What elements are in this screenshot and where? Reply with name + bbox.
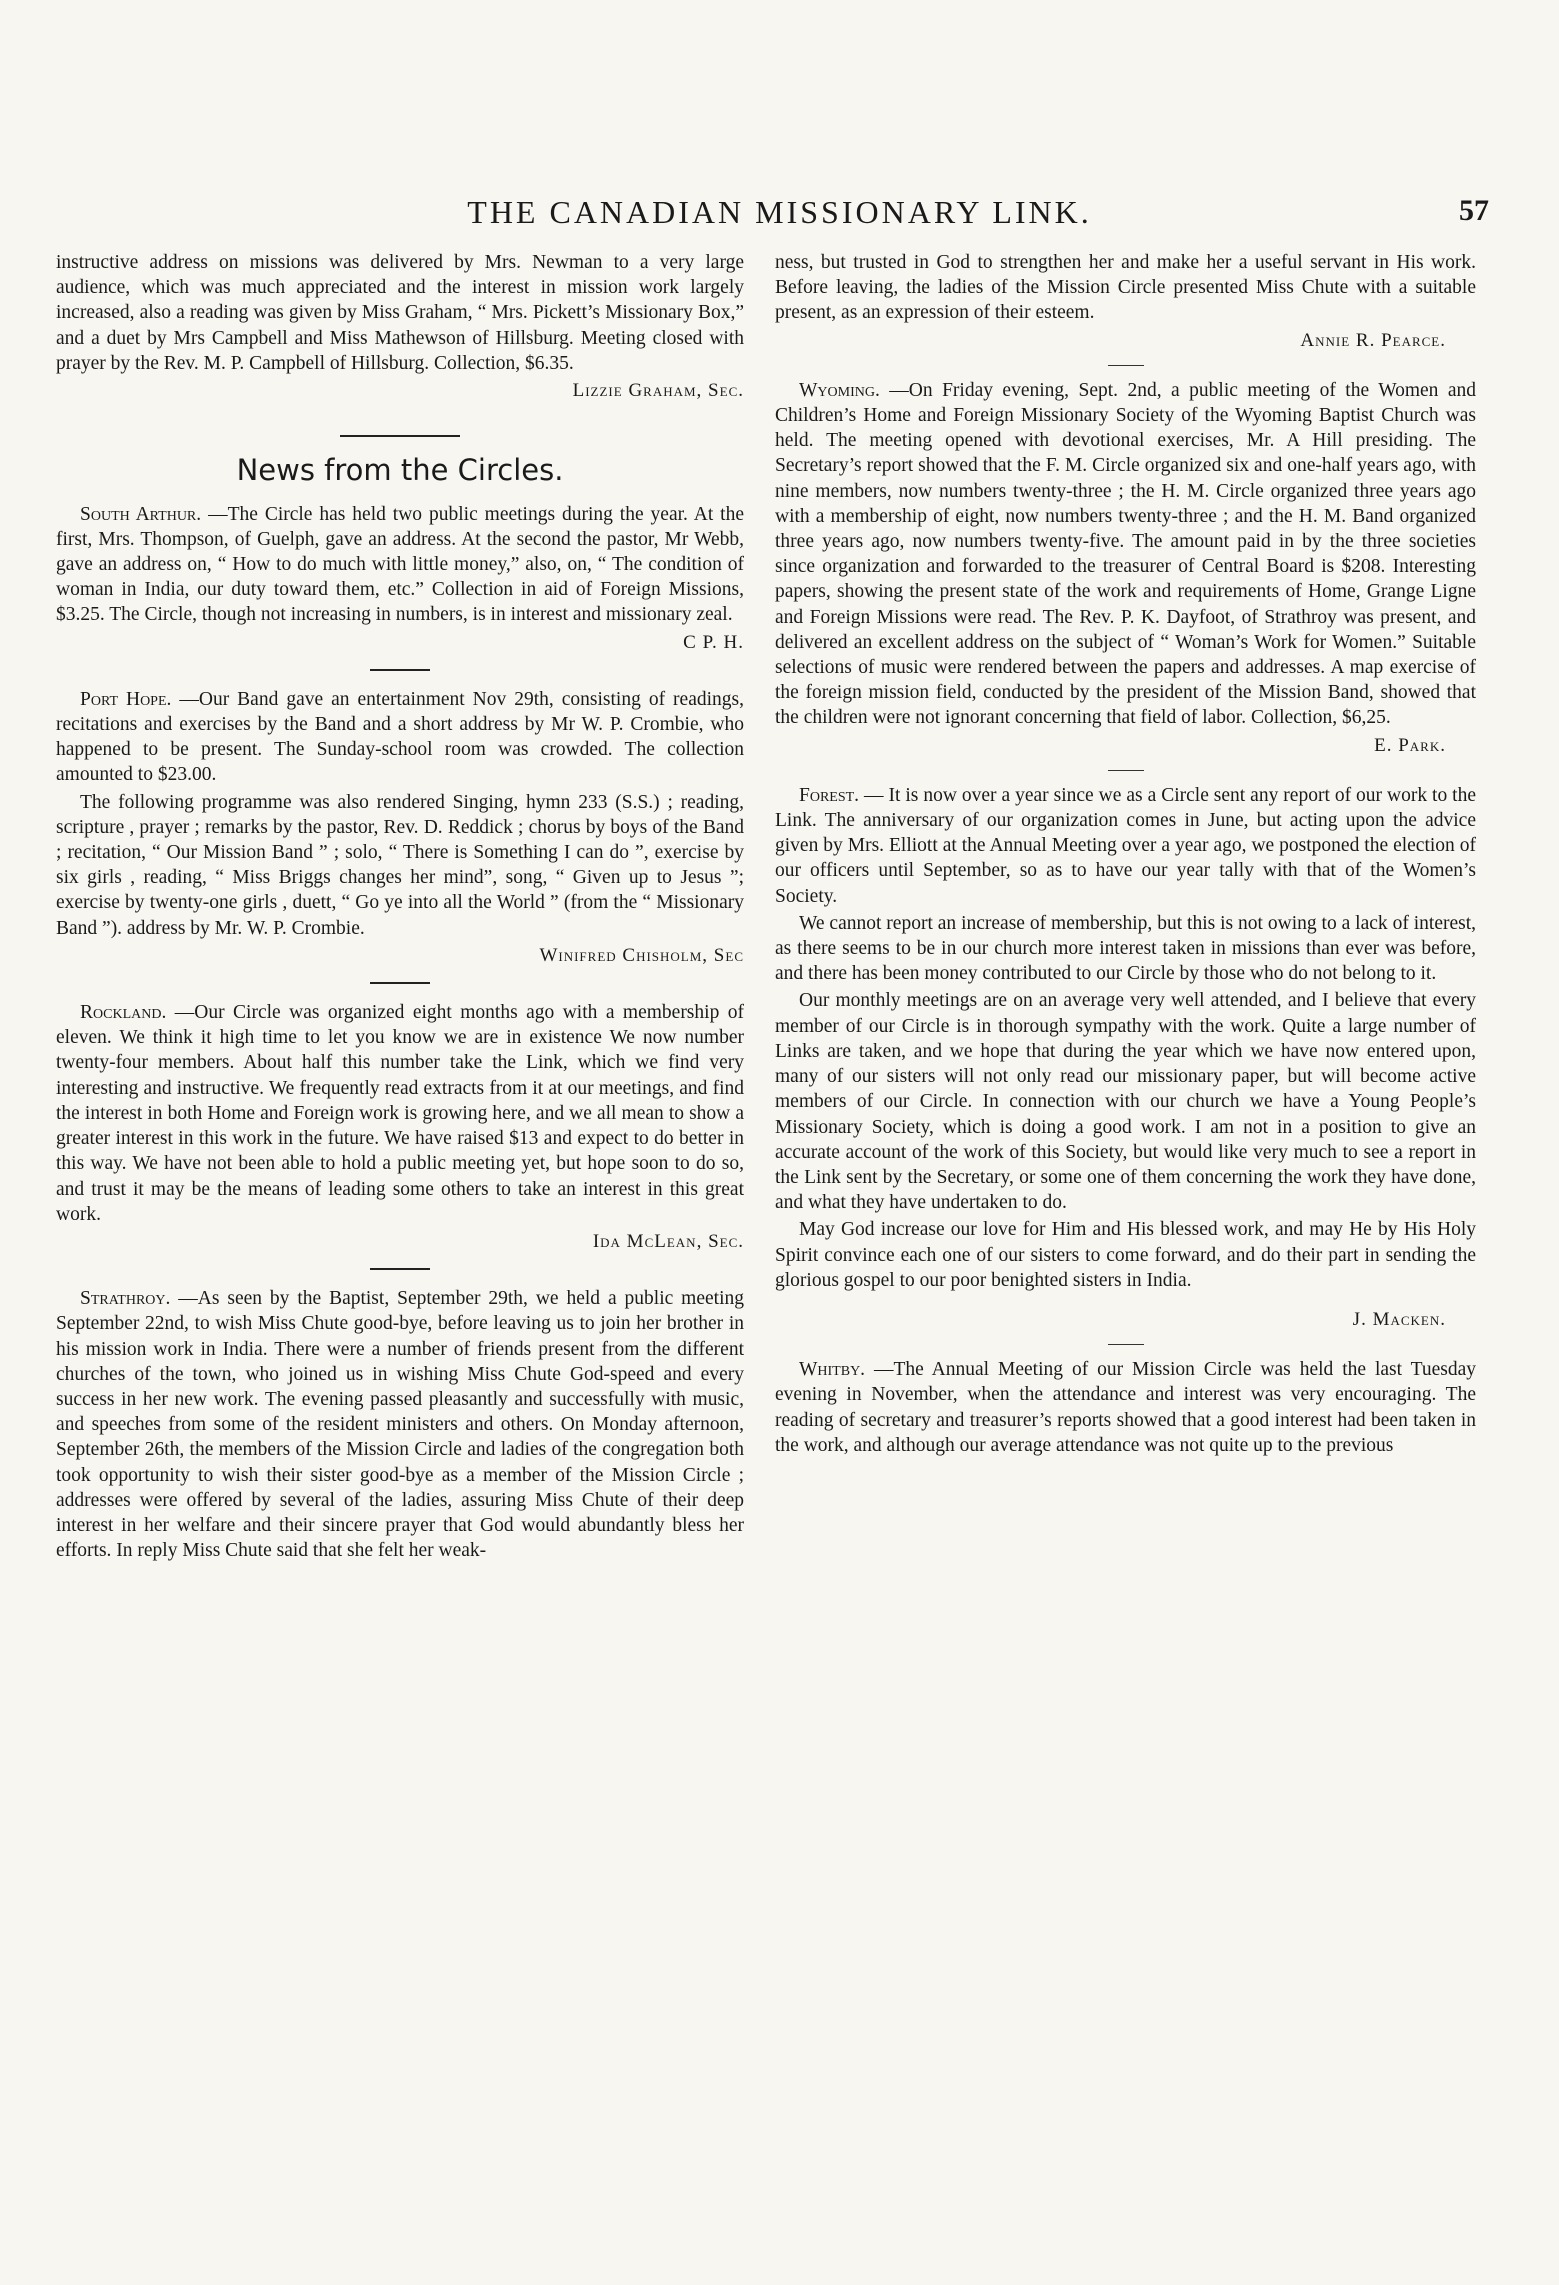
intro-signature: Lizzie Graham, Sec. [572, 380, 744, 402]
ornament-divider [56, 419, 744, 444]
report-port-hope-programme: The following programme was also rendered Singing, hymn 233 (S.S.) ; reading, scripture , prayer ; remarks by the pastor, Rev. D. Reddick ; chorus by boys of the Band ; recitation, “ Our Mission Band ” ; solo, “ There is Something I can do ”, exercise by six girls , reading, “ Miss Briggs changes her mind”, song, “ Given up to Jesus ”; exercise by twenty-one girls , duett, “ Go ye into all the World ” (from the “ Missionary Band ”). address by Mr. W. P. Crombie. [56, 791, 744, 939]
page-header [0, 190, 1559, 240]
divider-rule [370, 982, 430, 984]
report-forest: Forest. — It is now over a year since we as a Circle sent any report of our work to the Link. The anniversary of our organization comes in June, but acting upon the advice given by Mrs. Elliott at the Annual Meeting over a year ago, we postponed the election of our officers until September, so as to have our year tally with that of the Women’s Society. [775, 784, 1476, 907]
report-wyoming: Wyoming. —On Friday evening, Sept. 2nd, a public meeting of the Women and Children’s Home and Foreign Missionary Society of the Wyoming Baptist Church was held. The meeting opened with devotional exercises, Mr. A Hill presiding. The Secretary’s report showed that the F. M. Circle organized six and one-half years ago, with nine members, now numbers twenty-three ; the H. M. Circle organized three years ago with a membership of eight, now numbers twenty-three ; and the H. M. Band organized three years ago, now numbers twenty-five. The amount paid in by the three societies since organization and forwarded to the treasurer of Central Board is $208. Interesting papers, showing the present state of the work and requirements of Home, Grange Ligne and Foreign Missions were read. The Rev. P. K. Dayfoot, of Strathroy was present, and delivered an excellent address on the subject of “ Woman’s Work for Women.” Suitable selections of music were rendered between the papers and addresses. A map exercise of the foreign mission field, conducted by the president of the Mission Band, showed that the children were not ignorant concerning that field of labor. Collection, $6,25. [775, 379, 1476, 729]
divider-rule [370, 1268, 430, 1270]
signature-south-arthur: C P. H. [683, 631, 744, 653]
divider-rule [1108, 365, 1144, 366]
section-title: News from the Circles. [236, 453, 564, 488]
report-whitby: Whitby. —The Annual Meeting of our Mission Circle was held the last Tuesday evening in November, when the attendance and interest was very encouraging. The reading of secretary and treasurer’s reports showed that a good interest had been taken in the work, and although our average attendance was not quite up to the previous [775, 1359, 1476, 1456]
report-strathroy: Strathroy. —As seen by the Baptist, September 29th, we held a public meeting September 22nd, to wish Miss Chute good-bye, before leaving us to join her brother in his mission work in India. There were a number of friends present from the different churches of the town, who joined us in wishing Miss Chute God-speed and every success in her new work. The evening passed pleasantly and successfully with music, and speeches from some of the resident ministers and others. On Monday afternoon, September 26th, the members of the Mission Circle and ladies of the congregation both took opportunity to wish their sister good-bye as a member of the Mission Circle ; addresses were offered by several of the ladies, assuring Miss Chute of their deep interest in her welfare and their sincere prayer that God would abundantly bless her efforts. In reply Miss Chute said that she felt her weak- [56, 1288, 744, 1562]
divider-rule [1108, 1344, 1144, 1345]
divider-rule [370, 669, 430, 671]
report-port-hope: Port Hope. —Our Band gave an entertainment Nov 29th, consisting of readings, recitations and exercises by the Band and a short address by Mr W. P. Crombie, who happened to be present. The Sunday-school room was crowded. The collection amounted to $23.00. [56, 688, 744, 786]
report-strathroy-continued: ness, but trusted in God to strengthen her and make her a useful servant in His work. Before leaving, the ladies of the Mission Circle presented Miss Chute with a suitable present, as an expression of their esteem. [775, 252, 1476, 324]
signature-wyoming: E. Park. [1374, 734, 1446, 756]
report-forest-membership: We cannot report an increase of membership, but this is not owing to a lack of interest, as there seems to be in our church more interest taken in missions than ever was before, and there has been money contributed to our Circle by those who do not belong to it. [775, 912, 1476, 985]
report-forest-closing: May God increase our love for Him and His blessed work, and may He by His Holy Spirit convince each one of our sisters to come forward, and do their part in sending the glorious gospel to our poor benighted sisters in India. [775, 1219, 1476, 1291]
right-column [775, 250, 1476, 1460]
journal-title: THE CANADIAN MISSIONARY LINK. [467, 194, 1092, 230]
page-number: 57 [1459, 194, 1489, 227]
divider-rule [1108, 770, 1144, 771]
report-south-arthur: South Arthur. —The Circle has held two public meetings during the year. At the first, Mrs. Thompson, of Guelph, gave an address. At the second the pastor, Mr Webb, gave an address on, “ How to do much with little money,” also, on, “ The condition of woman in India, our duty toward them, etc.” Collection in aid of Foreign Missions, $3.25. The Circle, though not increasing in numbers, is in interest and missionary zeal. [56, 503, 745, 626]
signature-rockland: Ida McLean, Sec. [592, 1230, 744, 1252]
signature-port-hope: Winifred Chisholm, Sec [539, 944, 744, 966]
report-forest-meetings: Our monthly meetings are on an average very well attended, and I believe that every member of our Circle is in thorough sympathy with the work. Quite a large number of Links are taken, and we hope that during the year which we have now entered upon, many of our sisters will not only read our missionary paper, but will become active members of our Circle. In connection with our church we have a Young People’s Missionary Society, which is doing a good work. I am not in a position to give an accurate account of the work of this Society, but would like very much to see a report in the Link sent by the Secretary, or some one of them concerning the work they have done, and what they have undertaken to do. [775, 990, 1476, 1214]
intro-paragraph: instructive address on missions was delivered by Mrs. Newman to a very large audience, which was much appreciated and the interest in mission work largely increased, also a reading was given by Miss Graham, “ Mrs. Pickett’s Missionary Box,” and a duet by Mrs Campbell and Miss Mathewson of Hillsburg. Meeting closed with prayer by the Rev. M. P. Campbell of Hillsburg. Collection, $6.35. [56, 252, 744, 374]
signature-strathroy: Annie R. Pearce. [1300, 329, 1446, 351]
left-column [56, 250, 744, 1565]
signature-forest: J. Macken. [1352, 1308, 1446, 1330]
report-rockland: Rockland. —Our Circle was organized eight months ago with a membership of eleven. We think it high time to let you know we are in existence We now number twenty-four members. About half this number take the Link, which we find very interesting and instructive. We frequently read extracts from it at our meetings, and find the interest in both Home and Foreign work is growing here, and we all mean to show a greater interest in this work in the future. We have raised $13 and expect to do better in this way. We have not been able to hold a public meeting yet, but hope soon to do so, and trust it may be the means of leading some others to take an interest in this great work. [56, 1002, 744, 1225]
